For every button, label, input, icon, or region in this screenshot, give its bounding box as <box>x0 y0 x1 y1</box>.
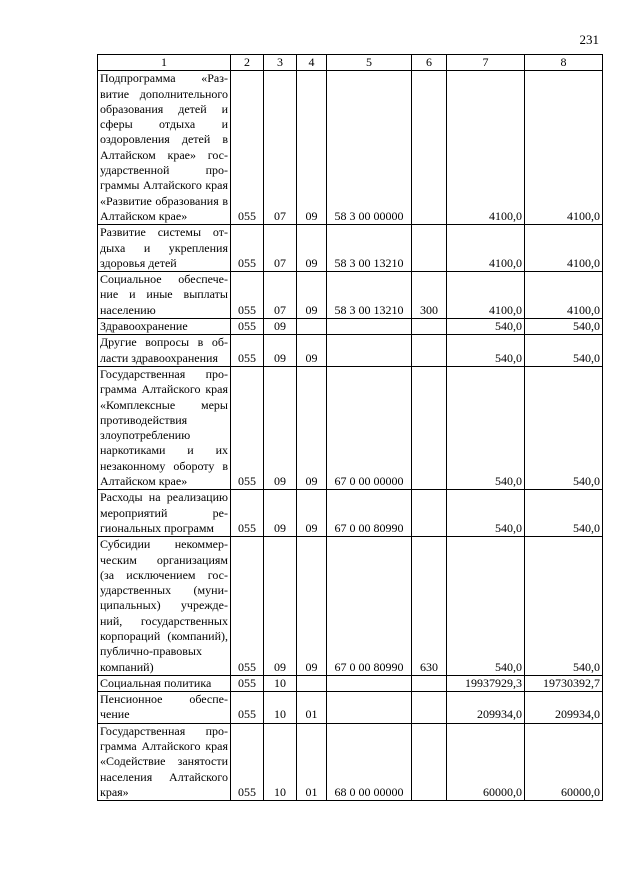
row-code-target: 67 0 00 80990 <box>327 537 412 676</box>
row-code-subsection <box>297 675 327 691</box>
table-row <box>98 71 603 225</box>
row-amount-2: 19730392,7 <box>525 675 603 691</box>
row-amount-1: 540,0 <box>447 490 525 537</box>
row-code-subsection: 09 <box>297 71 327 225</box>
row-amount-2: 540,0 <box>525 335 603 367</box>
row-code-target: 67 0 00 80990 <box>327 490 412 537</box>
row-amount-1: 209934,0 <box>447 692 525 724</box>
row-code-target <box>327 319 412 335</box>
row-code-subsection: 09 <box>297 225 327 272</box>
row-name: Государственная программа Алтайского края «Содействие занятости населения Алтайского края» <box>98 723 231 800</box>
row-name: Пенсионное обеспечение <box>98 692 231 724</box>
row-code-target: 58 3 00 13210 <box>327 272 412 319</box>
row-name: Субсидии некоммерческим организациям (за исключением государственных (муниципальных) учреждений, государственных корпораций (компаний), публично-правовых компаний) <box>98 537 231 676</box>
row-amount-1: 540,0 <box>447 319 525 335</box>
row-code-target <box>327 335 412 367</box>
row-name: Государственная программа Алтайского края «Комплексные меры противодействия злоупотреблению наркотиками и их незаконному обороту в Алтайском крае» <box>98 366 231 489</box>
row-code-expense-type: 300 <box>412 272 447 319</box>
table-row <box>98 225 603 272</box>
row-code-ministry: 055 <box>231 675 264 691</box>
row-code-expense-type <box>412 675 447 691</box>
header-cell-8: 8 <box>525 55 603 71</box>
row-name: Социальная политика <box>98 675 231 691</box>
row-name: Социальное обеспечение и иные выплаты населению <box>98 272 231 319</box>
row-code-target: 58 3 00 00000 <box>327 71 412 225</box>
row-code-section: 10 <box>264 723 297 800</box>
table-header-row <box>98 55 603 71</box>
row-amount-1: 540,0 <box>447 537 525 676</box>
row-code-expense-type <box>412 490 447 537</box>
row-amount-1: 540,0 <box>447 366 525 489</box>
budget-table <box>97 54 603 801</box>
page-number: 231 <box>579 32 599 47</box>
row-code-section: 09 <box>264 366 297 489</box>
row-code-ministry: 055 <box>231 366 264 489</box>
header-cell-7: 7 <box>447 55 525 71</box>
row-code-subsection: 01 <box>297 723 327 800</box>
table-row <box>98 366 603 489</box>
row-amount-2: 60000,0 <box>525 723 603 800</box>
row-amount-2: 4100,0 <box>525 225 603 272</box>
row-code-expense-type <box>412 335 447 367</box>
header-cell-5: 5 <box>327 55 412 71</box>
row-code-expense-type <box>412 71 447 225</box>
row-code-target: 58 3 00 13210 <box>327 225 412 272</box>
row-amount-2: 540,0 <box>525 366 603 489</box>
row-code-target <box>327 692 412 724</box>
row-amount-2: 209934,0 <box>525 692 603 724</box>
row-amount-2: 4100,0 <box>525 71 603 225</box>
row-code-ministry: 055 <box>231 692 264 724</box>
row-amount-1: 60000,0 <box>447 723 525 800</box>
row-code-ministry: 055 <box>231 225 264 272</box>
table-row <box>98 675 603 691</box>
row-code-subsection <box>297 319 327 335</box>
header-cell-2: 2 <box>231 55 264 71</box>
row-code-subsection: 09 <box>297 366 327 489</box>
row-amount-2: 540,0 <box>525 490 603 537</box>
row-code-section: 09 <box>264 490 297 537</box>
row-code-ministry: 055 <box>231 272 264 319</box>
table-row <box>98 537 603 676</box>
row-amount-2: 4100,0 <box>525 272 603 319</box>
row-amount-1: 4100,0 <box>447 272 525 319</box>
row-code-expense-type <box>412 692 447 724</box>
row-code-section: 09 <box>264 537 297 676</box>
row-amount-2: 540,0 <box>525 319 603 335</box>
row-name: Расходы на реализацию мероприятий региональных программ <box>98 490 231 537</box>
row-code-ministry: 055 <box>231 319 264 335</box>
row-code-expense-type <box>412 366 447 489</box>
row-code-section: 09 <box>264 335 297 367</box>
row-code-subsection: 09 <box>297 490 327 537</box>
row-code-target: 67 0 00 00000 <box>327 366 412 489</box>
row-code-section: 07 <box>264 272 297 319</box>
row-code-section: 10 <box>264 692 297 724</box>
table-row <box>98 723 603 800</box>
table-row <box>98 272 603 319</box>
table-row <box>98 335 603 367</box>
row-code-ministry: 055 <box>231 723 264 800</box>
row-name: Здравоохранение <box>98 319 231 335</box>
row-code-section: 10 <box>264 675 297 691</box>
row-name: Развитие системы отдыха и укрепления здоровья детей <box>98 225 231 272</box>
row-code-section: 07 <box>264 225 297 272</box>
row-code-expense-type <box>412 319 447 335</box>
table-row <box>98 692 603 724</box>
row-code-section: 07 <box>264 71 297 225</box>
header-cell-4: 4 <box>297 55 327 71</box>
header-cell-3: 3 <box>264 55 297 71</box>
row-code-ministry: 055 <box>231 335 264 367</box>
header-cell-6: 6 <box>412 55 447 71</box>
row-code-subsection: 09 <box>297 272 327 319</box>
row-name: Подпрограмма «Развитие дополнительного образования детей и сферы отдыха и оздоровления детей в Алтайском крае» государственной программы Алтайского края «Развитие образования в Алтайском крае» <box>98 71 231 225</box>
row-amount-1: 4100,0 <box>447 225 525 272</box>
row-code-target: 68 0 00 00000 <box>327 723 412 800</box>
row-amount-2: 540,0 <box>525 537 603 676</box>
row-code-expense-type <box>412 225 447 272</box>
row-code-target <box>327 675 412 691</box>
header-cell-1: 1 <box>98 55 231 71</box>
row-code-subsection: 09 <box>297 537 327 676</box>
row-code-expense-type <box>412 723 447 800</box>
row-amount-1: 4100,0 <box>447 71 525 225</box>
table-body <box>98 71 603 801</box>
table-row <box>98 319 603 335</box>
row-amount-1: 540,0 <box>447 335 525 367</box>
row-code-subsection: 01 <box>297 692 327 724</box>
row-code-ministry: 055 <box>231 537 264 676</box>
row-name: Другие вопросы в области здравоохранения <box>98 335 231 367</box>
row-amount-1: 19937929,3 <box>447 675 525 691</box>
row-code-section: 09 <box>264 319 297 335</box>
row-code-subsection: 09 <box>297 335 327 367</box>
table-row <box>98 490 603 537</box>
row-code-ministry: 055 <box>231 490 264 537</box>
row-code-expense-type: 630 <box>412 537 447 676</box>
row-code-ministry: 055 <box>231 71 264 225</box>
